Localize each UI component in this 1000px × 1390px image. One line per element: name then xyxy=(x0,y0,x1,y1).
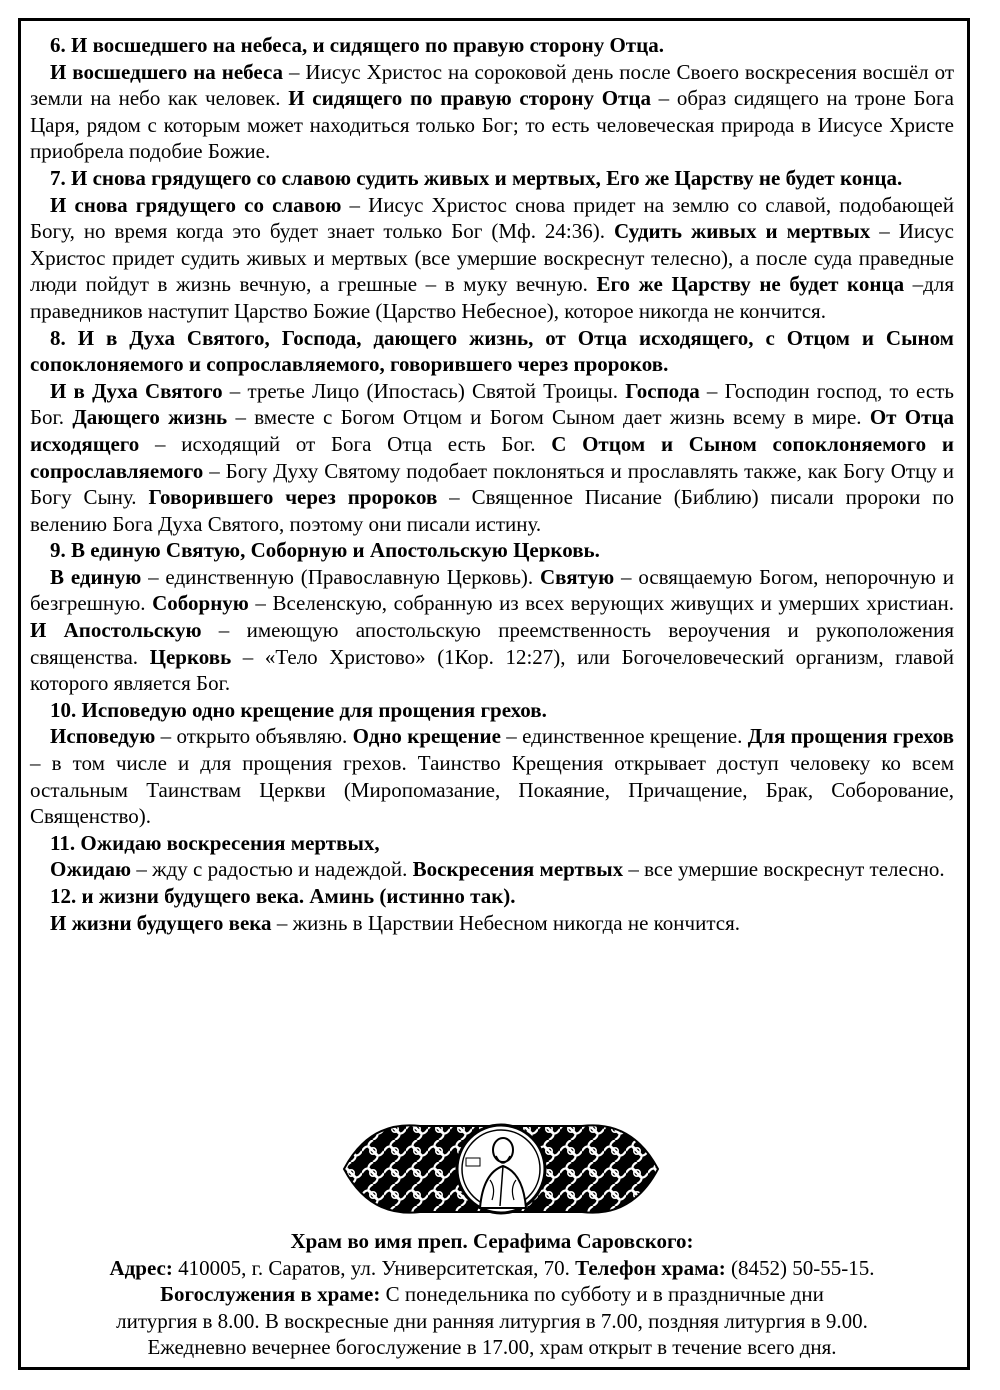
text-run: – жду с радостью и надеждой. xyxy=(131,857,413,882)
text-run: – образ сидящего на троне Бога Царя, рядом с которым может находиться только Бог; то есть человеческая природа в Иисусе Христе приобрела подобие Божие. xyxy=(30,86,954,164)
bold-term: Ожидаю xyxy=(50,857,132,882)
bold-term: 9. В единую Святую, Соборную и Апостольскую Церковь. xyxy=(50,538,600,563)
paragraph xyxy=(30,59,954,165)
bold-term: 12. и жизни будущего века. Аминь (истинно так). xyxy=(50,884,516,908)
bold-term: Господа xyxy=(625,378,700,403)
text-run: – вместе с Богом Отцом и Богом Сыном дает жизнь всему в мире. xyxy=(227,405,870,430)
services-line-3: Ежедневно вечернее богослужение в 17.00, храм открыт в течение всего дня. xyxy=(147,1335,837,1360)
bold-term: Одно крещение xyxy=(352,724,501,749)
bold-term: И сидящего по правую сторону Отца xyxy=(288,86,651,111)
services-line-1: Богослужения в храме: С понедельника по субботу и в праздничные дни xyxy=(160,1282,824,1307)
text-run: – Священное Писание (Библию) писали пророки по велению Бога Духа Святого, поэтому они писали истину. xyxy=(30,485,954,536)
text-run: – «Тело Христово» (1Кор. 12:27), или Богочеловеческий организм, главой которого является Бог. xyxy=(30,644,954,696)
bold-term: 7. И снова грядущего со славою судить живых и мертвых, Его же Царству не будет конца. xyxy=(50,165,903,190)
bold-term: 8. И в Духа Святого, Господа, дающего жизнь, от Отца исходящего, с Отцом и Сыном сопоклоняемого и сопрославляемого, говорившего через пророков. xyxy=(30,325,954,377)
text-run: – имеющую апостольскую преемственность вероучения и рукоположения священства. xyxy=(30,618,954,669)
paragraph xyxy=(30,830,954,857)
paragraph xyxy=(30,697,954,724)
bold-term: С Отцом и Сыном сопоклоняемого и сопрославляемого xyxy=(30,431,954,483)
text-run: – Иисус Христос на сороковой день после Своего воскресения восшёл от земли на небо как человек. xyxy=(30,59,954,111)
paragraph xyxy=(30,192,954,325)
bold-term: Соборную xyxy=(152,591,249,616)
bold-term: И Апостольскую xyxy=(30,618,202,643)
bold-term: И снова грядущего со славою xyxy=(50,192,342,217)
bold-term: От Отца исходящего xyxy=(30,405,954,456)
paragraph xyxy=(30,325,954,378)
text-run: – жизнь в Царствии Небесном никогда не кончится. xyxy=(271,910,740,935)
paragraph xyxy=(30,856,954,883)
bold-term: 10. Исповедую одно крещение для прощения грехов. xyxy=(50,697,547,722)
text-run: – Иисус Христос придет судить живых и мертвых (все умершие воскреснут телесно), а после суда праведные люди пойдут в жизнь вечную, а грешные – в муку вечную. xyxy=(30,219,954,297)
bold-term: 11. Ожидаю воскресения мертвых, xyxy=(50,830,380,855)
paragraph xyxy=(30,564,954,697)
text-run: – открыто объявляю. xyxy=(155,724,353,749)
saint-medallion-icon xyxy=(340,1118,662,1220)
paragraph xyxy=(30,910,954,937)
paragraph xyxy=(30,883,954,910)
creed-commentary xyxy=(30,32,954,936)
text-run: – единственное крещение. xyxy=(500,724,748,749)
paragraph xyxy=(30,723,954,829)
address-value: 410005, г. Саратов, ул. Университетская, 70. xyxy=(172,1255,576,1280)
services-line-2: литургия в 8.00. В воскресные дни ранняя литургия в 7.00, поздняя литургия в 9.00. xyxy=(116,1308,868,1333)
text-run: – единственную (Православную Церковь). xyxy=(141,564,540,589)
text-run: – все умершие воскреснут телесно. xyxy=(623,857,945,882)
temple-name: Храм во имя преп. Серафима Саровского: xyxy=(290,1229,694,1253)
paragraph xyxy=(30,165,954,192)
bold-term: И восшедшего на небеса xyxy=(50,59,284,84)
bold-term: Дающего жизнь xyxy=(72,405,228,430)
bold-term: Для прощения грехов xyxy=(747,724,955,749)
paragraph xyxy=(30,378,954,538)
bold-term: В единую xyxy=(50,564,142,589)
bold-term: Церковь xyxy=(149,644,232,669)
bold-term: Его же Царству не будет конца xyxy=(596,272,905,297)
text-run: – в том числе и для прощения грехов. Таинство Крещения открывает доступ человеку ко всем остальным Таинствам Церкви (Миропомазание, Покаяние, Причащение, Брак, Соборование, Священство). xyxy=(30,751,954,829)
paragraph xyxy=(30,32,954,59)
bold-term: Святую xyxy=(539,564,615,589)
text-run: – исходящий от Бога Отца есть Бог. xyxy=(139,431,552,456)
bold-term: И жизни будущего века xyxy=(50,910,272,935)
text-run: –для праведников наступит Царство Божие (Царство Небесное), которое никогда не кончится. xyxy=(30,272,954,323)
bold-term: 6. И восшедшего на небеса, и сидящего по правую сторону Отца. xyxy=(50,33,664,57)
bold-term: Говорившего через пророков xyxy=(148,485,438,510)
text-run: – Господин господ, то есть Бог. xyxy=(30,378,954,430)
paragraph xyxy=(30,537,954,564)
temple-address-line xyxy=(30,1255,954,1282)
address-label: Адрес: xyxy=(109,1255,173,1280)
phone-value: (8452) 50-55-15. xyxy=(725,1255,875,1280)
text-run: – третье Лицо (Ипостась) Святой Троицы. xyxy=(222,378,626,403)
bold-term: Исповедую xyxy=(50,724,156,749)
temple-info xyxy=(30,1228,954,1361)
bold-term: И в Духа Святого xyxy=(50,378,223,403)
text-run: – освящаемую Богом, непорочную и безгрешную. xyxy=(30,564,954,616)
text-run: – Богу Духу Святому подобает поклоняться и прославлять также, как Богу Отцу и Богу Сыну. xyxy=(30,458,954,510)
phone-label: Телефон храма: xyxy=(575,1255,726,1280)
services-label: Богослужения в храме: xyxy=(160,1282,381,1307)
text-run: – Вселенскую, собранную из всех верующих живущих и умерших христиан. xyxy=(248,591,954,616)
bold-term: Воскресения мертвых xyxy=(412,857,624,882)
bold-term: Судить живых и мертвых xyxy=(614,219,871,244)
text-run: – Иисус Христос снова придет на землю со славой, подобающей Богу, но время когда это будет знает только Бог (Мф. 24:36). xyxy=(30,192,954,244)
